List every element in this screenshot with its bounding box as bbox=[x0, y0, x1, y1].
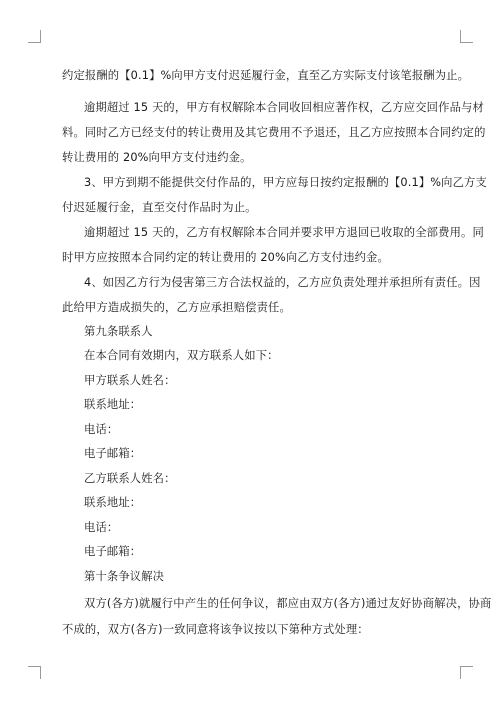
section-heading-dispute: 第十条争议解决 bbox=[84, 570, 165, 583]
text-line-contacts-intro: 在本合同有效期内，双方联系人如下： bbox=[84, 349, 279, 362]
text-line-clause-4: 4、如因乙方行为侵害第三方合法权益的，乙方应负责处理并承担所有责任。因 bbox=[84, 276, 481, 289]
label-party-b-phone: 电话： bbox=[84, 521, 119, 534]
text-line-overdue-clause-a-cont1: 料。同时乙方已经支付的转让费用及其它费用不予退还，且乙方应按照本合同约定的 bbox=[62, 126, 486, 139]
label-party-a-contact-name: 甲方联系人姓名： bbox=[84, 374, 176, 387]
text-line-clause-3: 3、甲方到期不能提供交付作品的，甲方应每日按约定报酬的【0.1】%向乙方支 bbox=[84, 176, 487, 189]
text-line-clause-4-cont: 此给甲方造成损失的，乙方应承担赔偿责任。 bbox=[62, 301, 291, 314]
section-heading-contacts: 第九条联系人 bbox=[84, 325, 153, 338]
crop-mark-bottom-right bbox=[460, 666, 473, 679]
crop-mark-top-right bbox=[460, 30, 473, 43]
text-line-dispute-clause-cont: 不成的，双方(各方)一致同意将该争议按以下第种方式处理： bbox=[62, 623, 369, 636]
label-party-a-email: 电子邮箱： bbox=[84, 447, 142, 460]
label-party-b-email: 电子邮箱： bbox=[84, 545, 142, 558]
text-line-dispute-clause: 双方(各方)就履行中产生的任何争议，都应由双方(各方)通过友好协商解决，协商 bbox=[84, 597, 492, 610]
text-line-overdue-clause-a-cont2: 转让费用的 20%向甲方支付违约金。 bbox=[62, 151, 252, 164]
text-line-payment-terms: 约定报酬的【0.1】%向甲方支付迟延履行金，直至乙方实际支付该笔报酬为止。 bbox=[62, 69, 470, 82]
text-line-clause-3-cont: 付迟延履行金，直至交付作品时为止。 bbox=[62, 201, 257, 214]
label-party-a-phone: 电话： bbox=[84, 423, 119, 436]
text-line-overdue-clause-b: 逾期超过 15 天的，乙方有权解除本合同并要求甲方退回已收取的全部费用。同 bbox=[84, 226, 484, 239]
label-party-b-address: 联系地址： bbox=[84, 496, 142, 509]
text-line-overdue-clause-a: 逾期超过 15 天的，甲方有权解除本合同收回相应著作权，乙方应交回作品与材 bbox=[84, 101, 484, 114]
label-party-b-contact-name: 乙方联系人姓名： bbox=[84, 472, 176, 485]
label-party-a-address: 联系地址： bbox=[84, 398, 142, 411]
crop-mark-top-left bbox=[28, 30, 41, 43]
crop-mark-bottom-left bbox=[28, 666, 41, 679]
text-line-overdue-clause-b-cont: 时甲方应按照本合同约定的转让费用的 20%向乙方支付违约金。 bbox=[62, 251, 389, 264]
